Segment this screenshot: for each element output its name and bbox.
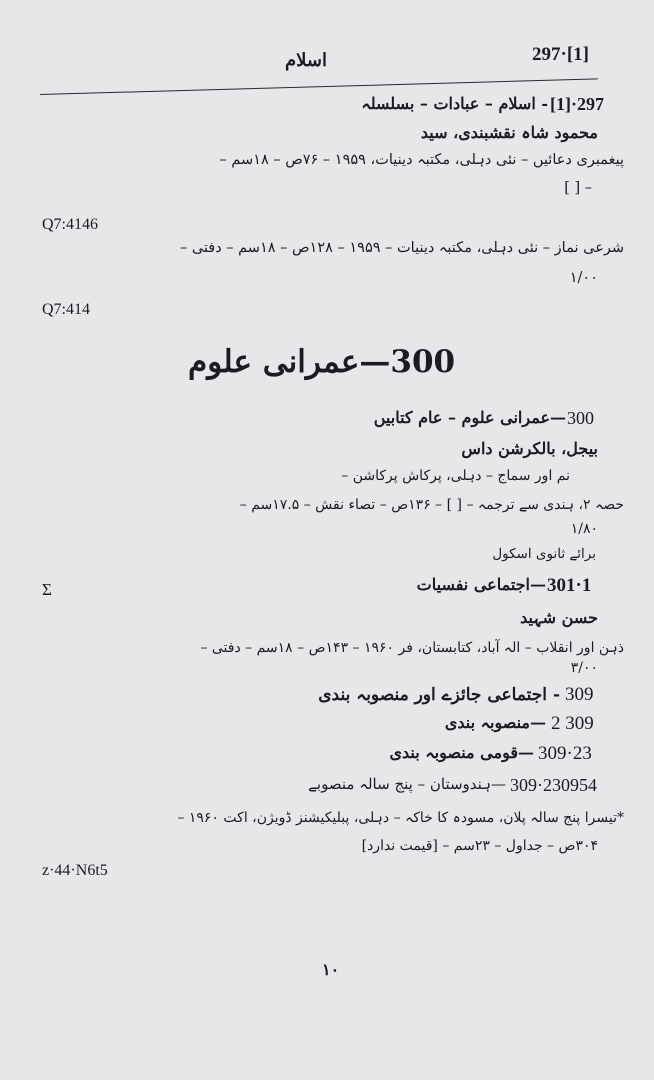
header-rule (40, 78, 598, 95)
entry-teesra-panj-sala-line2: ۳۰۴ص – جداول – ۲۳سم – [قیمت ندارد] (361, 838, 598, 854)
entry-zehn-aur-inqilab-line1: ذہن اور انقلاب – الہ آباد، کتابستان، فر ۱۹۶۰ – ۱۴۳ص – ۱۸سم – دفتی – (200, 640, 624, 656)
entry-ilm-aur-samaj-price: ۱/۸۰ (570, 521, 598, 537)
entry-sharai-namaz-line2: ۱/۰۰ (569, 270, 598, 286)
call-number-z44: z·44·N6t5 (42, 862, 108, 879)
author-mahmood-shah: محمود شاہ نقشبندی، سید (420, 123, 598, 142)
page-number: ۱۰ (322, 960, 340, 979)
section-300-sub-code: 300 (567, 408, 594, 428)
section-309-23-heading: —قومی منصوبہ بندی (389, 743, 534, 762)
section-309-23-code: 309·23 (538, 743, 592, 764)
entry-payghambari-duain-line1: پیغمبری دعائیں – نئی دہلی، مکتبہ دینیات، ۱۹۵۹ – ۷۶ص – ۱۸سم – (219, 152, 624, 168)
call-number-q7-414: Q7:414 (42, 301, 90, 318)
section-301-code: 301·1 (547, 575, 592, 596)
entry-ilm-aur-samaj-line2: حصہ ۲، ہندی سے ترجمہ – [ ] – ۱۳۶ص – تصاء نقش – ۱۷.۵سم – (239, 497, 624, 513)
entry-sharai-namaz-line1: شرعی نماز – نئی دہلی، مکتبہ دینیات – ۱۹۵۹ – ۱۲۸ص – ۱۸سم – دفتی – (179, 240, 624, 256)
section-309-2-code: 2 309 (551, 713, 594, 734)
section-309-2-heading: —منصوبہ بندی (444, 713, 546, 732)
section-309-230954-heading: —ہندوستان – پنج سالہ منصوبے (308, 775, 506, 793)
section-309-heading: - اجتماعی جائزے اور منصوبہ بندی (318, 685, 560, 705)
author-bijal: بیجل، بالکرشن داس (461, 439, 598, 458)
call-number-q7-4146: Q7:4146 (42, 216, 98, 233)
page-code: 297·[1] (532, 44, 589, 65)
entry-payghambari-duain-line2: [ ] – (564, 180, 592, 196)
section-300-sub-heading: —عمرانی علوم – عام کتابیں (373, 408, 566, 427)
running-title: اسلام (285, 50, 327, 71)
section-301-heading: —اجتماعی نفسیات (416, 575, 546, 594)
section-300-title: 300—عمرانی علوم (188, 344, 456, 380)
entry-ilm-aur-samaj-line1: نم اور سماج – دہلی، پرکاش پرکاشن – (341, 468, 570, 484)
entry-teesra-panj-sala-line1: *تیسرا پنج سالہ پلان، مسودہ کا خاکہ – دہلی، پبلیکیشنز ڈویژن، اکت ۱۹۶۰ – (177, 810, 624, 826)
author-hasan-shaheed: حسن شہید (520, 608, 598, 627)
entry-zehn-aur-inqilab-price: ۳/۰۰ (570, 660, 598, 676)
section-297-code: [1]·297 (550, 94, 604, 114)
section-309-code: 309 (565, 684, 594, 705)
section-309-230954-code: 309·230954 (510, 775, 597, 795)
entry-ilm-aur-samaj-note: برائے ثانوی اسکول (492, 546, 596, 562)
section-297-heading: - اسلام – عبادات – بسلسلہ (361, 94, 548, 113)
sigma-mark: Σ (42, 580, 52, 599)
